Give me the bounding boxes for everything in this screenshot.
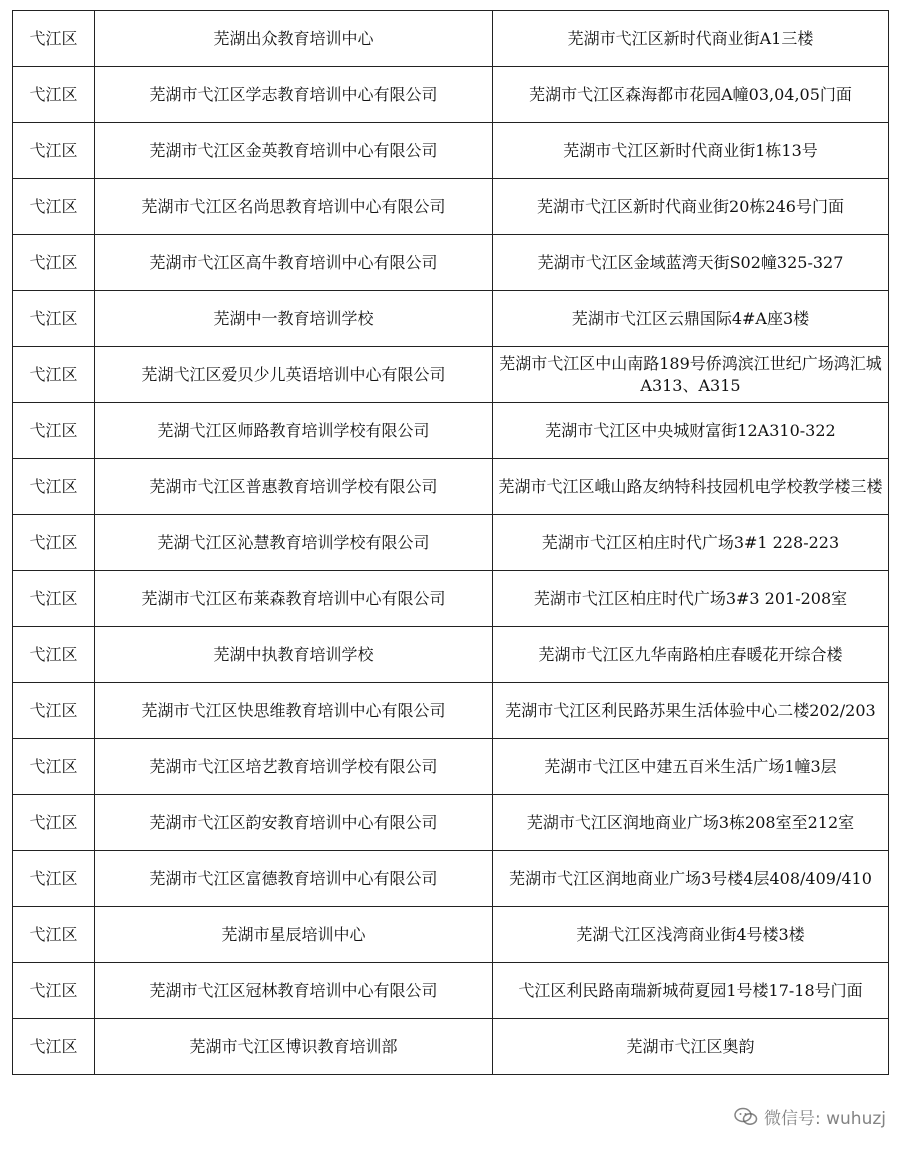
address-cell: 芜湖市弋江区奥韵 <box>493 1019 889 1075</box>
table-row <box>13 291 889 347</box>
district-cell: 弋江区 <box>13 11 95 67</box>
institution-name-cell: 芜湖市弋江区金英教育培训中心有限公司 <box>95 123 493 179</box>
table-row <box>13 515 889 571</box>
address-cell: 芜湖市弋江区利民路苏果生活体验中心二楼202/203 <box>493 683 889 739</box>
table-row <box>13 571 889 627</box>
district-cell: 弋江区 <box>13 179 95 235</box>
district-cell: 弋江区 <box>13 515 95 571</box>
institution-name-cell: 芜湖市弋江区博识教育培训部 <box>95 1019 493 1075</box>
table-body <box>13 11 889 1075</box>
address-cell: 芜湖市弋江区峨山路友纳特科技园机电学校教学楼三楼 <box>493 459 889 515</box>
address-cell: 芜湖市弋江区中山南路189号侨鸿滨江世纪广场鸿汇城A313、A315 <box>493 347 889 403</box>
district-cell: 弋江区 <box>13 123 95 179</box>
district-cell: 弋江区 <box>13 459 95 515</box>
address-cell: 芜湖市弋江区中央城财富街12A310-322 <box>493 403 889 459</box>
address-cell: 芜湖市弋江区新时代商业街A1三楼 <box>493 11 889 67</box>
watermark-text: 微信号: wuhuzj <box>763 1109 886 1129</box>
institution-name-cell: 芜湖弋江区师路教育培训学校有限公司 <box>95 403 493 459</box>
institution-name-cell: 芜湖市弋江区培艺教育培训学校有限公司 <box>95 739 493 795</box>
institution-name-cell: 芜湖出众教育培训中心 <box>95 11 493 67</box>
table-row <box>13 1019 889 1075</box>
institution-name-cell: 芜湖市弋江区名尚思教育培训中心有限公司 <box>95 179 493 235</box>
table-row <box>13 235 889 291</box>
table-row <box>13 11 889 67</box>
district-cell: 弋江区 <box>13 963 95 1019</box>
table-row <box>13 459 889 515</box>
institution-name-cell: 芜湖市弋江区韵安教育培训中心有限公司 <box>95 795 493 851</box>
institution-name-cell: 芜湖市弋江区冠林教育培训中心有限公司 <box>95 963 493 1019</box>
district-cell: 弋江区 <box>13 795 95 851</box>
district-cell: 弋江区 <box>13 683 95 739</box>
district-cell: 弋江区 <box>13 403 95 459</box>
address-cell: 芜湖市弋江区润地商业广场3号楼4层408/409/410 <box>493 851 889 907</box>
district-cell: 弋江区 <box>13 67 95 123</box>
district-cell: 弋江区 <box>13 851 95 907</box>
institution-name-cell: 芜湖市弋江区高牛教育培训中心有限公司 <box>95 235 493 291</box>
address-cell: 芜湖市弋江区柏庄时代广场3#1 228-223 <box>493 515 889 571</box>
institution-name-cell: 芜湖市弋江区快思维教育培训中心有限公司 <box>95 683 493 739</box>
district-cell: 弋江区 <box>13 571 95 627</box>
address-cell: 芜湖市弋江区润地商业广场3栋208室至212室 <box>493 795 889 851</box>
address-cell: 芜湖市弋江区九华南路柏庄春暖花开综合楼 <box>493 627 889 683</box>
institution-name-cell: 芜湖市弋江区富德教育培训中心有限公司 <box>95 851 493 907</box>
institution-name-cell: 芜湖市弋江区普惠教育培训学校有限公司 <box>95 459 493 515</box>
wechat-icon <box>734 1107 758 1127</box>
address-cell: 芜湖市弋江区柏庄时代广场3#3 201-208室 <box>493 571 889 627</box>
table-row <box>13 403 889 459</box>
district-cell: 弋江区 <box>13 291 95 347</box>
address-cell: 芜湖市弋江区中建五百米生活广场1幢3层 <box>493 739 889 795</box>
table-row <box>13 683 889 739</box>
table-row <box>13 795 889 851</box>
institution-name-cell: 芜湖弋江区沁慧教育培训学校有限公司 <box>95 515 493 571</box>
table-row <box>13 347 889 403</box>
district-cell: 弋江区 <box>13 627 95 683</box>
district-cell: 弋江区 <box>13 907 95 963</box>
institution-name-cell: 芜湖中一教育培训学校 <box>95 291 493 347</box>
training-institutions-table <box>12 10 889 1075</box>
address-cell: 芜湖市弋江区新时代商业街20栋246号门面 <box>493 179 889 235</box>
table-row <box>13 907 889 963</box>
table-row <box>13 739 889 795</box>
district-cell: 弋江区 <box>13 1019 95 1075</box>
address-cell: 芜湖市弋江区森海都市花园A幢03,04,05门面 <box>493 67 889 123</box>
address-cell: 芜湖市弋江区云鼎国际4#A座3楼 <box>493 291 889 347</box>
district-cell: 弋江区 <box>13 739 95 795</box>
institution-name-cell: 芜湖市弋江区布莱森教育培训中心有限公司 <box>95 571 493 627</box>
institution-name-cell: 芜湖弋江区爱贝少儿英语培训中心有限公司 <box>95 347 493 403</box>
address-cell: 芜湖市弋江区新时代商业街1栋13号 <box>493 123 889 179</box>
table-row <box>13 67 889 123</box>
district-cell: 弋江区 <box>13 235 95 291</box>
table-row <box>13 179 889 235</box>
watermark <box>734 1104 886 1129</box>
table-row <box>13 851 889 907</box>
institution-name-cell: 芜湖市星辰培训中心 <box>95 907 493 963</box>
institution-name-cell: 芜湖中执教育培训学校 <box>95 627 493 683</box>
table-row <box>13 627 889 683</box>
district-cell: 弋江区 <box>13 347 95 403</box>
table-row <box>13 123 889 179</box>
address-cell: 芜湖弋江区浅湾商业街4号楼3楼 <box>493 907 889 963</box>
table-row <box>13 963 889 1019</box>
address-cell: 芜湖市弋江区金域蓝湾天街S02幢325-327 <box>493 235 889 291</box>
address-cell: 弋江区利民路南瑞新城荷夏园1号楼17-18号门面 <box>493 963 889 1019</box>
institution-name-cell: 芜湖市弋江区学志教育培训中心有限公司 <box>95 67 493 123</box>
